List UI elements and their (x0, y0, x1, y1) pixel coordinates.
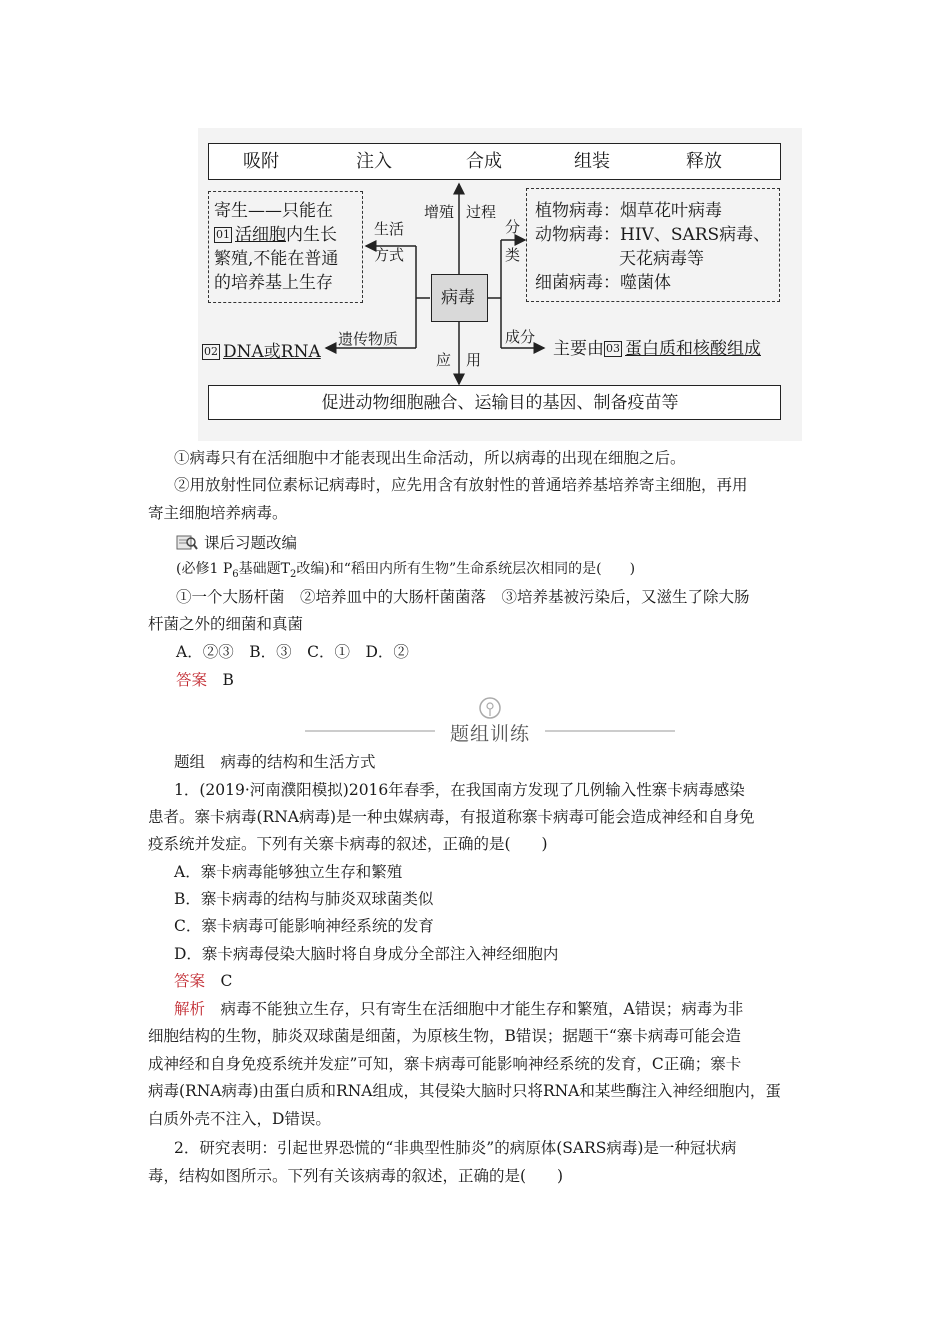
q1-answer-label: 答案 (174, 972, 206, 990)
center-virus-label: 病毒 (441, 288, 475, 308)
step-release: 释放 (686, 151, 722, 172)
label-classification-1: 分 (505, 218, 521, 236)
q1-analysis-1 (174, 998, 743, 1020)
label-proliferation: 增殖 (424, 203, 455, 221)
exercise-options-1: ①一个大肠杆菌 ②培养皿中的大肠杆菌菌落 ③培养基被污染后，又滋生了除大肠 (176, 588, 750, 606)
question-suffix: 改编)和“稻田内所有生物”生命系统层次相同的是( ) (296, 561, 636, 577)
q1-option-c: C．寨卡病毒可能影响神经系统的发育 (174, 917, 434, 935)
exercise-heading-row (176, 532, 297, 554)
group-title: 题组 病毒的结构和生活方式 (174, 753, 376, 771)
section-banner (295, 695, 685, 747)
composition-answer (553, 337, 761, 361)
application-text: 促进动物细胞融合、运输目的基因、制备疫苗等 (321, 393, 679, 413)
label-lifestyle-2: 方式 (374, 246, 405, 264)
composition-prefix: 主要由 (553, 339, 604, 359)
lifestyle-line-1: 寄生——只能在 (214, 201, 333, 221)
exercise-answer-row (176, 669, 234, 691)
book-magnifier-icon (176, 533, 198, 551)
q1-line-2: 患者。寨卡病毒(RNA病毒)是一种虫媒病毒，有报道称寨卡病毒可能会造成神经和自身免 (148, 808, 755, 826)
label-process: 过程 (466, 203, 497, 221)
lifestyle-line-2 (214, 223, 337, 247)
page-subscript: 6 (232, 568, 239, 580)
label-composition: 成分 (505, 328, 536, 346)
q1-option-b: B．寨卡病毒的结构与肺炎双球菌类似 (174, 890, 434, 908)
lifestyle-line-3: 繁殖,不能在普通 (214, 249, 339, 269)
blank-number-03: 03 (606, 342, 620, 355)
label-classification-2: 类 (505, 246, 521, 264)
answer-value: B (222, 671, 234, 689)
q1-option-a: A．寨卡病毒能够独立生存和繁殖 (174, 863, 403, 881)
question-middle: 基础题T (238, 561, 290, 577)
blank-number-01: 01 (216, 228, 230, 241)
question-prefix: (必修1 P (176, 561, 233, 577)
exercise-choices: A．②③ B．③ C．① D．② (176, 643, 409, 661)
q1-answer-value: C (220, 972, 233, 990)
answer-living-cells: 活细胞 (235, 225, 286, 245)
step-injection: 注入 (356, 151, 392, 172)
lifestyle-line-4: 的培养基上生存 (214, 273, 333, 293)
note-2a: ②用放射性同位素标记病毒时，应先用含有放射性的普通培养基培养寄主细胞，再用 (174, 476, 748, 494)
label-application-1: 应 (436, 351, 452, 369)
note-2b: 寄主细胞培养病毒。 (148, 504, 288, 522)
answer-label: 答案 (176, 671, 208, 689)
label-lifestyle-1: 生活 (374, 220, 405, 238)
q2-line-1: 2．研究表明：引起世界恐慌的“非典型性肺炎”的病原体(SARS病毒)是一种冠状病 (174, 1139, 737, 1157)
q1-analysis-2: 细胞结构的生物，肺炎双球菌是细菌，为原核生物，B错误；据题干“寨卡病毒可能会造 (148, 1027, 741, 1045)
q1-option-d: D．寨卡病毒侵染大脑时将自身成分全部注入神经细胞内 (174, 945, 559, 963)
note-1: ①病毒只有在活细胞中才能表现出生命活动，所以病毒的出现在细胞之后。 (174, 449, 686, 467)
q1-analysis-3: 成神经和自身免疫系统并发症”可知，寨卡病毒可能影响神经系统的发育，C正确；寨卡 (148, 1055, 742, 1073)
step-synthesis: 合成 (466, 151, 502, 172)
exercise-heading: 课后习题改编 (204, 534, 298, 552)
label-genetic-material: 遗传物质 (338, 330, 399, 348)
section-title: 题组训练 (449, 723, 530, 745)
class-animal-cont: 天花病毒等 (619, 249, 704, 269)
answer-dna-or-rna: DNA或RNA (223, 342, 321, 362)
class-bacteria: 细菌病毒：噬菌体 (535, 273, 671, 293)
genetic-material-answer (202, 340, 321, 364)
q2-line-2: 毒，结构如图所示。下列有关该病毒的叙述，正确的是( ) (148, 1167, 564, 1185)
question-subscript: 2 (289, 568, 297, 580)
class-animal: 动物病毒：HIV、SARS病毒、 (535, 225, 771, 245)
label-application-2: 用 (466, 351, 482, 369)
class-plant: 植物病毒：烟草花叶病毒 (535, 201, 722, 221)
q1-line-1: 1．(2019·河南濮阳模拟)2016年春季，在我国南方发现了几例输入性寨卡病毒感染 (174, 781, 745, 799)
blank-number-02: 02 (204, 345, 218, 358)
q1-analysis-text-1: 病毒不能独立生存，只有寄生在活细胞中才能生存和繁殖，A错误；病毒为非 (220, 1000, 744, 1018)
virus-concept-diagram (198, 128, 802, 441)
step-assembly: 组装 (574, 151, 610, 172)
lifestyle-line-2-rest: 内生长 (286, 225, 337, 245)
q1-analysis-label: 解析 (174, 1000, 206, 1018)
q1-analysis-5: 白质外壳不注入，D错误。 (148, 1110, 331, 1128)
q1-line-3: 疫系统并发症。下列有关寨卡病毒的叙述，正确的是( ) (148, 835, 548, 853)
q1-answer-row (174, 970, 232, 992)
answer-protein-nucleic: 蛋白质和核酸组成 (625, 339, 761, 359)
q1-analysis-4: 病毒(RNA病毒)由蛋白质和RNA组成，其侵染大脑时只将RNA和某些酶注入神经细胞内，蛋 (148, 1082, 781, 1100)
step-adsorption: 吸附 (243, 151, 279, 172)
exercise-question (176, 558, 635, 586)
exercise-options-2: 杆菌之外的细菌和真菌 (148, 615, 304, 633)
